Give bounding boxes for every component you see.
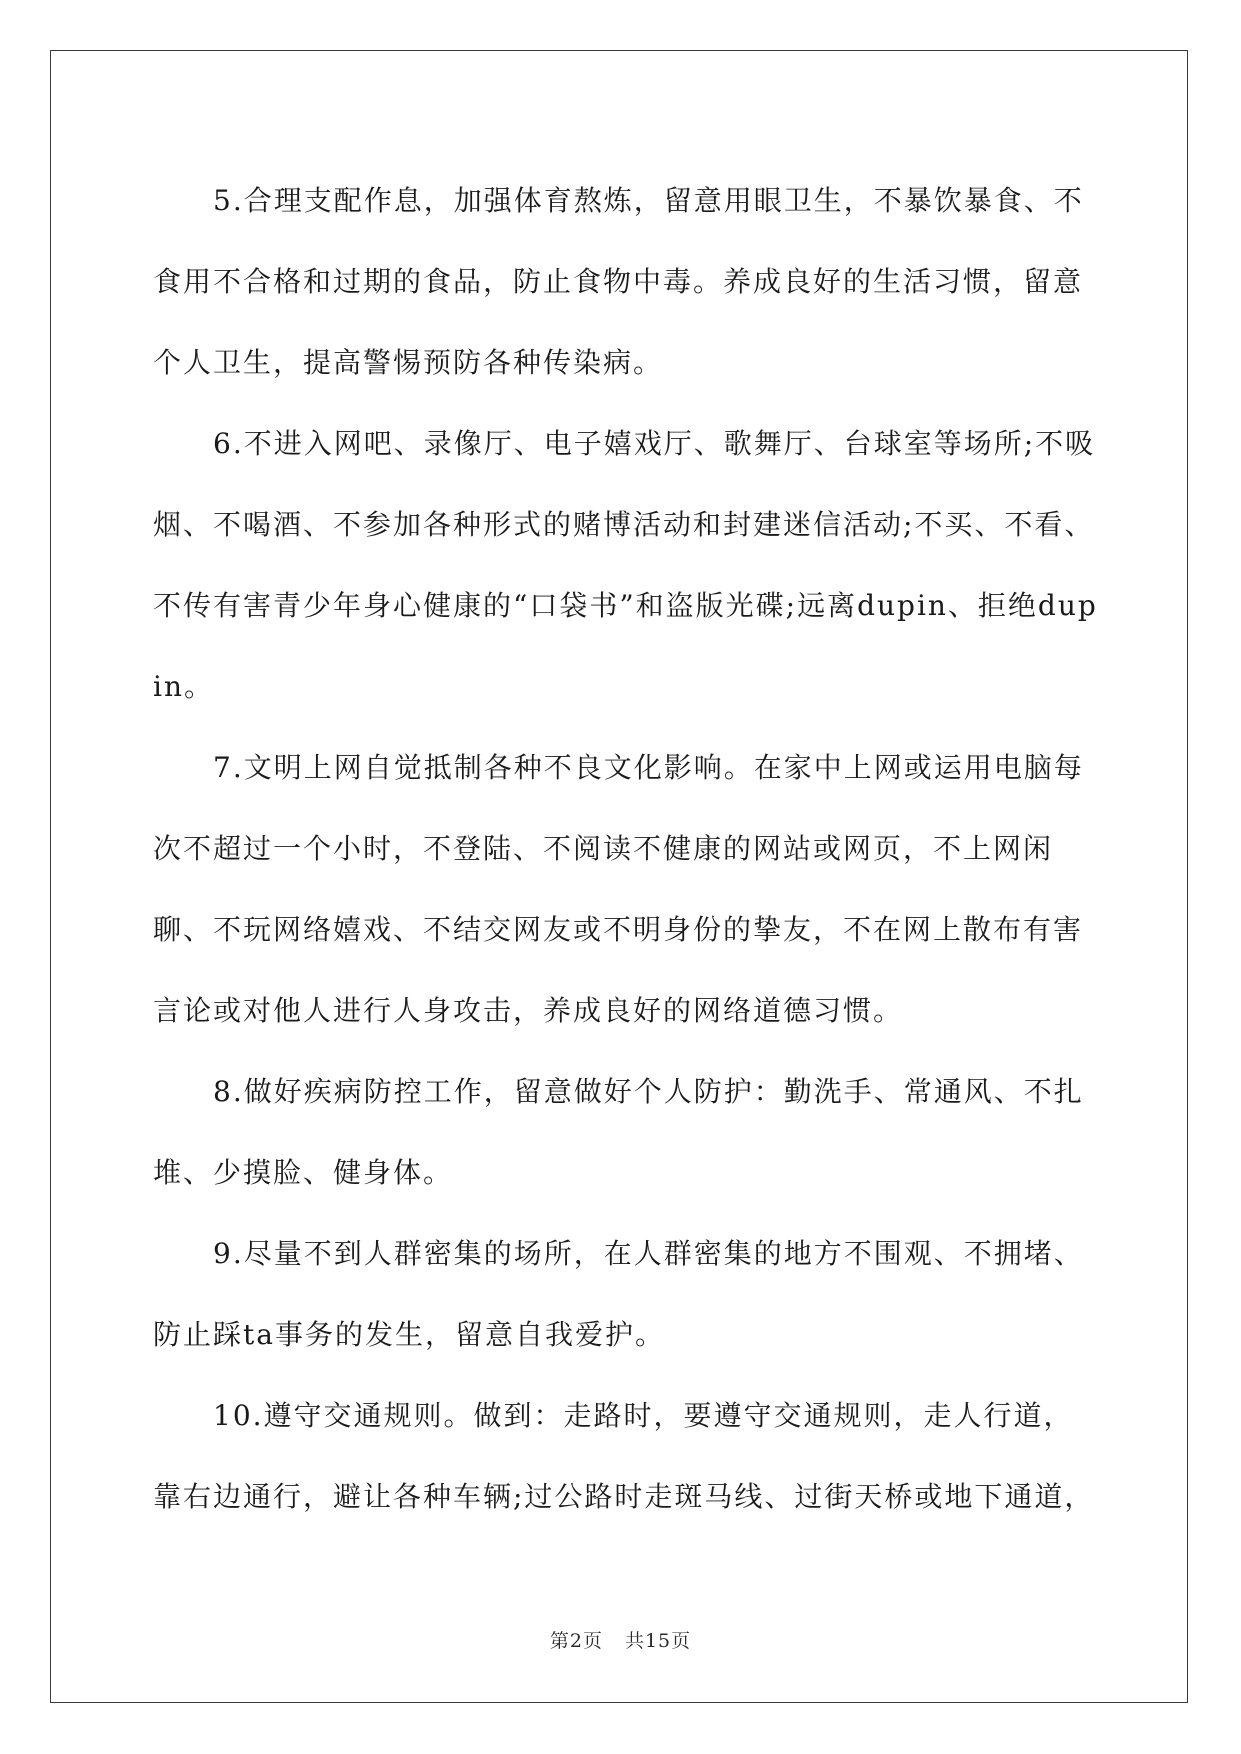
paragraph-6: 6.不进入网吧、录像厅、电子嬉戏厅、歌舞厅、台球室等场所;不吸烟、不喝酒、不参加各种形式的赌博活动和封建迷信活动;不买、不看、不传有害青少年身心健康的“口袋书”和盗版光碟;远离dupin、拒绝dupin。 <box>153 427 1098 703</box>
document-body <box>153 160 1103 1537</box>
paragraph-9: 9.尽量不到人群密集的场所，在人群密集的地方不围观、不拥堵、防止踩ta事务的发生，留意自我爱护。 <box>153 1237 1084 1351</box>
page-footer <box>0 1626 1241 1653</box>
paragraph-10: 10.遵守交通规则。做到：走路时，要遵守交通规则，走人行道，靠右边通行，避让各种车辆;过公路时走斑马线、过街天桥或地下通道， <box>153 1399 1095 1513</box>
page-number: 第2页 <box>549 1630 603 1652</box>
paragraph-8: 8.做好疾病防控工作，留意做好个人防护：勤洗手、常通风、不扎堆、少摸脸、健身体。 <box>153 1075 1084 1189</box>
paragraph-5: 5.合理支配作息，加强体育熬炼，留意用眼卫生，不暴饮暴食、不食用不合格和过期的食品，防止食物中毒。养成良好的生活习惯，留意个人卫生，提高警惕预防各种传染病。 <box>153 184 1084 379</box>
paragraph-7: 7.文明上网自觉抵制各种不良文化影响。在家中上网或运用电脑每次不超过一个小时，不登陆、不阅读不健康的网站或网页，不上网闲聊、不玩网络嬉戏、不结交网友或不明身份的挚友，不在网上散布有害言论或对他人进行人身攻击，养成良好的网络道德习惯。 <box>153 751 1084 1027</box>
page-total: 共15页 <box>624 1630 692 1652</box>
